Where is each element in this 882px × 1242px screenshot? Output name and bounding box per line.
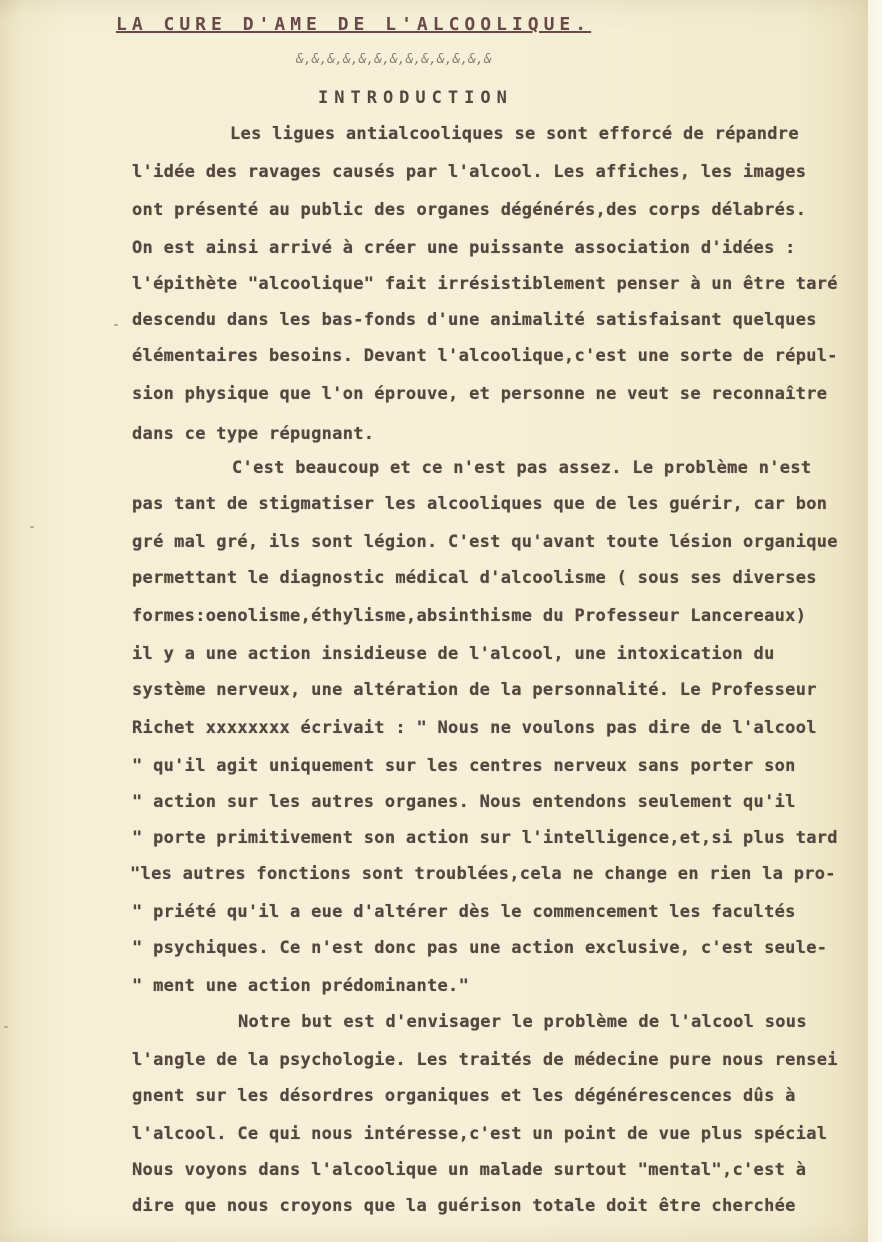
text-line: " qu'il agit uniquement sur les centres nerveux sans porter son <box>132 756 796 776</box>
text-line: Notre but est d'envisager le problème de l'alcool sous <box>238 1012 807 1032</box>
text-line: gnent sur les désordres organiques et les dégénérescences dûs à <box>132 1086 796 1106</box>
text-line: " action sur les autres organes. Nous entendons seulement qu'il <box>132 792 796 812</box>
text-line: gré mal gré, ils sont légion. C'est qu'avant toute lésion organique <box>132 532 838 552</box>
document-title: LA CURE D'AME DE L'ALCOOLIQUE. <box>116 14 592 35</box>
text-line: descendu dans les bas-fonds d'une animalité satisfaisant quelques <box>132 310 817 330</box>
page-corner-fold <box>0 0 26 26</box>
title-ornament: &,&,&,&,&,&,&,&,&,&,&,&,& <box>296 52 492 67</box>
text-line: Nous voyons dans l'alcoolique un malade surtout "mental",c'est à <box>132 1160 807 1180</box>
text-line: Les ligues antialcooliques se sont efforcé de répandre <box>230 124 799 144</box>
text-line: "les autres fonctions sont troublées,cela ne change en rien la pro- <box>130 864 836 884</box>
text-line: " psychiques. Ce n'est donc pas une action exclusive, c'est seule- <box>132 938 828 958</box>
text-line: formes:oenolisme,éthylisme,absinthisme du Professeur Lancereaux) <box>132 606 807 626</box>
text-line: C'est beaucoup et ce n'est pas assez. Le problème n'est <box>232 458 812 478</box>
text-line: l'angle de la psychologie. Les traités de médecine pure nous rensei <box>132 1050 838 1070</box>
paper-speck <box>30 526 34 528</box>
text-line: pas tant de stigmatiser les alcooliques que de les guérir, car bon <box>132 494 828 514</box>
text-line: " porte primitivement son action sur l'intelligence,et,si plus tard <box>132 828 838 848</box>
text-line: " ment une action prédominante." <box>132 976 470 996</box>
text-line: l'idée des ravages causés par l'alcool. Les affiches, les images <box>132 162 807 182</box>
page-right-edge <box>868 0 882 1242</box>
text-line: il y a une action insidieuse de l'alcool, une intoxication du <box>132 644 775 664</box>
text-line: système nerveux, une altération de la personnalité. Le Professeur <box>132 680 817 700</box>
text-line: permettant le diagnostic médical d'alcoolisme ( sous ses diverses <box>132 568 817 588</box>
text-line: sion physique que l'on éprouve, et personne ne veut se reconnaître <box>132 384 828 404</box>
text-line: ont présenté au public des organes dégénérés,des corps délabrés. <box>132 200 807 220</box>
text-line: " priété qu'il a eue d'altérer dès le commencement les facultés <box>132 902 796 922</box>
text-line: l'épithète "alcoolique" fait irrésistiblement penser à un être taré <box>132 274 838 294</box>
paper-speck <box>4 1026 8 1028</box>
text-line: élémentaires besoins. Devant l'alcoolique,c'est une sorte de répul- <box>132 346 838 366</box>
section-heading: INTRODUCTION <box>318 88 513 108</box>
paper-speck <box>114 324 118 326</box>
text-line: Richet xxxxxxxx écrivait : " Nous ne voulons pas dire de l'alcool <box>132 718 817 738</box>
text-line: l'alcool. Ce qui nous intéresse,c'est un point de vue plus spécial <box>132 1124 828 1144</box>
text-line: On est ainsi arrivé à créer une puissante association d'idées : <box>132 238 796 258</box>
text-line: dire que nous croyons que la guérison totale doit être cherchée <box>132 1196 796 1216</box>
text-line: dans ce type répugnant. <box>132 424 375 444</box>
